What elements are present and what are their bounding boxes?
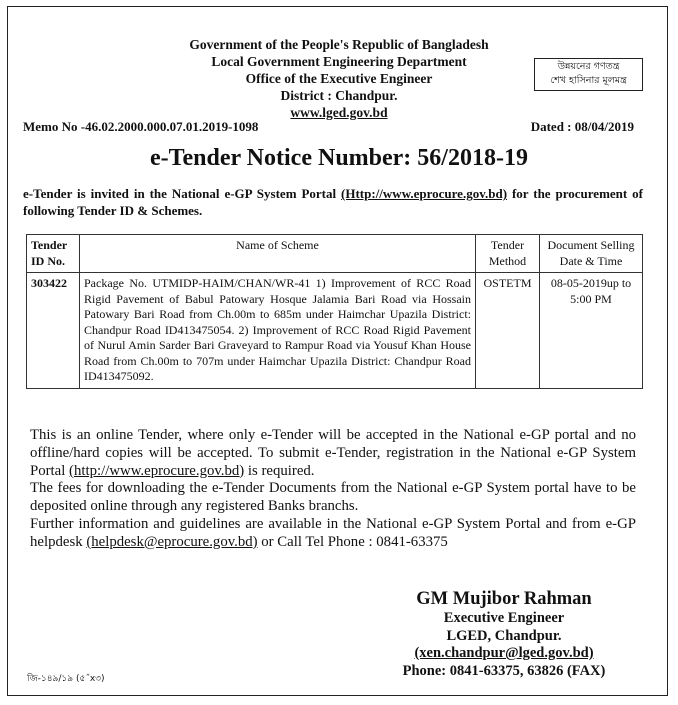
body-p1-text: This is an online Tender, where only e-Tender will be accepted in the National e-GP portal and no offline/hard copies will be accepted. To submit e-Tender, registration in the National e-GP System Portal [30,427,636,479]
table-row [27,273,643,389]
eprocure-link[interactable]: (Http://www.eprocure.gov.bd) [341,186,508,201]
body-p1-end: is required. [244,462,315,479]
intro-text-after: for the procurement of following Tender ID & Schemes. [23,186,643,218]
notice-body [30,427,636,552]
slogan-stamp [534,58,643,91]
col-header-scheme: Name of Scheme [80,235,476,273]
intro-text-before: e-Tender is invited in the National e-GP System Portal [23,186,342,201]
signature-block [374,588,634,680]
table-header-row [27,235,643,273]
signatory-designation: Executive Engineer [443,610,565,626]
signatory-phone: Phone: 0841-63375, 63826 (FAX) [402,662,606,679]
col-header-date-line1: Document Selling [547,238,635,252]
col-header-method-line2: Method [488,253,527,268]
print-code: জি-১৪৯/১৯ (৫˝x৩) [27,674,105,684]
website-link[interactable]: www.lged.gov.bd [290,105,388,120]
signatory-office: LGED, Chandpur. [446,627,562,644]
body-p3-end: or Call Tel Phone : 0841-63375 [257,533,448,550]
col-header-date-line2: Date & Time [559,253,623,268]
body-paragraph-1 [30,427,636,480]
scheme-cell: Package No. UTMIDP-HAIM/CHAN/WR-41 1) Improvement of RCC Road Rigid Pavement of Babul Patowary Hosque Jalamia Bari Road via Hossain Patowary Bari Road from Ch.00m to 685m under Haimchar Upazila District: Chandpur Road ID413475054. 2) Improvement of RCC Road Rigid Pavement of Nurul Amin Sarder Bari Graveyard to Rampur Road via Yousuf Khan House Road from Ch.00m to 707m under Haimchar Upazila District: Chandpur Road ID413475092. [80,273,476,389]
slogan-line-2: শেখ হাসিনার মূলমন্ত্র [550,75,627,86]
notice-title: e-Tender Notice Number: 56/2018-19 [150,145,528,171]
intro-paragraph [23,185,643,219]
memo-number: Memo No -46.02.2000.000.07.01.2019-1098 [23,119,259,134]
selling-date-cell: 08-05-2019up to 5:00 PM [540,273,643,389]
govt-name: Government of the People's Republic of Bangladesh [189,37,489,52]
notice-date: Dated : 08/04/2019 [530,119,634,134]
slogan-line-1: উন্নয়নের গণতন্ত্র [557,61,620,72]
office-name: Office of the Executive Engineer [245,71,433,86]
helpdesk-email-link[interactable]: (helpdesk@eprocure.gov.bd) [86,533,258,550]
tender-id-cell: 303422 [27,273,80,389]
eprocure-registration-link[interactable]: (http://www.eprocure.gov.bd) [69,462,245,479]
body-p3-text: Further information and guidelines are available in the National e-GP System Portal and from e-GP helpdesk [30,515,636,550]
body-paragraph-2: The fees for downloading the e-Tender Documents from the National e-GP System portal have to be deposited online through any registered Banks branchs. [30,480,636,515]
col-header-tender-id-line2: ID No. [31,253,66,268]
department-name: Local Government Engineering Department [211,54,467,69]
tender-method-cell: OSTETM [476,273,540,389]
body-paragraph-3 [30,516,636,552]
district-name: District : Chandpur. [280,88,398,103]
signatory-name: GM Mujibor Rahman [416,589,592,609]
col-header-method [476,235,540,273]
col-header-tender-id-line1: Tender [31,238,68,252]
col-header-tender-id [27,235,80,273]
signatory-email-link[interactable]: (xen.chandpur@lged.gov.bd) [414,645,594,661]
tender-table [26,234,643,389]
col-header-method-line1: Tender [490,238,525,252]
col-header-date [540,235,643,273]
